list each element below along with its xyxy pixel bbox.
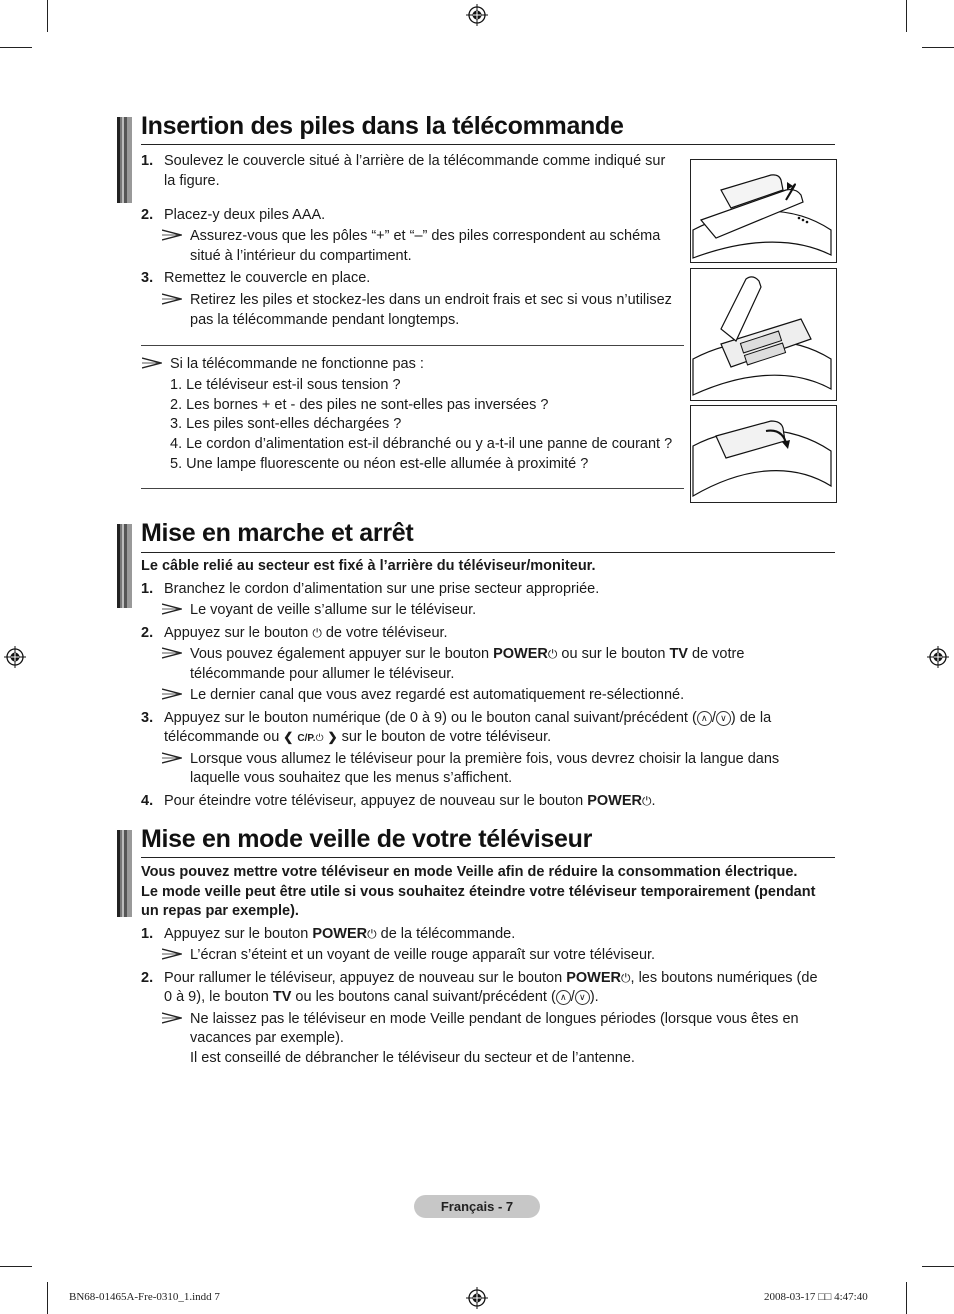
crop-mark [906, 0, 907, 32]
note-text-part: ou sur le bouton [561, 646, 666, 662]
trouble-item: 2. Les bornes + et - des piles ne sont-elles pas inversées ? [170, 397, 549, 413]
note-arrow-icon [162, 647, 182, 659]
note-arrow-icon [162, 688, 182, 700]
section-rule [141, 144, 835, 145]
step-text: Placez-y deux piles AAA. [164, 207, 326, 223]
channel-down-icon: ∨ [575, 990, 590, 1005]
power-icon: ⏻ [367, 927, 377, 941]
step-text-part: ) de la [730, 710, 772, 726]
step-text: Branchez le cordon d’alimentation sur une prise secteur appropriée. [164, 581, 600, 597]
note-text: Lorsque vous allumez le téléviseur pour la première fois, vous devrez choisir la langue dans [190, 751, 780, 767]
step-number: 1. [141, 153, 154, 169]
note-arrow-icon [162, 1012, 182, 1024]
section-intro: Le câble relié au secteur est fixé à l’arrière du téléviseur/moniteur. [141, 558, 596, 574]
step-text-part: 0 à 9), le bouton [164, 989, 269, 1005]
step-text [164, 791, 656, 811]
step-text-part: de la télécommande. [380, 926, 516, 942]
print-slug-file: BN68-01465A-Fre-0310_1.indd 7 [69, 1291, 220, 1303]
step-text-part: , les boutons numériques (de [630, 970, 818, 986]
crop-mark [922, 1266, 954, 1267]
trouble-item: 1. Le téléviseur est-il sous tension ? [170, 377, 401, 393]
print-slug-date: 2008-03-17 □□ 4:47:40 [764, 1291, 868, 1303]
step-number: 2. [141, 207, 154, 223]
registration-mark-icon [927, 646, 949, 668]
note-text: situé à l’intérieur du compartiment. [190, 248, 412, 264]
section-intro: Le mode veille peut être utile si vous souhaitez éteindre votre téléviseur temporairement (pendant [141, 884, 816, 900]
crop-mark [0, 47, 32, 48]
tv-label: TV [669, 646, 688, 662]
note-text: L’écran s’éteint et un voyant de veille rouge apparaît sur votre téléviseur. [190, 947, 656, 963]
step-text-part: Appuyez sur le bouton numérique (de 0 à 9) ou le bouton canal suivant/précédent ( [164, 710, 697, 726]
step-text-part: de votre téléviseur. [325, 625, 448, 641]
section-rule [141, 552, 835, 553]
note-text: Retirez les piles et stockez-les dans un endroit frais et sec si vous n’utilisez [190, 292, 672, 308]
note-arrow-icon [162, 229, 182, 241]
step-text-part: ou les boutons canal suivant/précédent ( [295, 989, 556, 1005]
step-text [164, 968, 818, 988]
step-text-part: ). [589, 989, 599, 1005]
crop-mark [906, 1282, 907, 1314]
step-text: Appuyez sur le bouton numérique (de 0 à 9) ou le bouton canal suivant/précédent ( ∧ / ∨ ) de la [164, 710, 772, 726]
step-text [164, 924, 515, 944]
crop-mark [47, 0, 48, 32]
registration-mark-icon [4, 646, 26, 668]
step-text-part: Pour éteindre votre téléviseur, appuyez de nouveau sur le bouton [164, 793, 584, 809]
step-number: 2. [141, 625, 154, 641]
crop-mark [922, 47, 954, 48]
step-text-part: Appuyez sur le bouton [164, 625, 309, 641]
step-number: 2. [141, 970, 154, 986]
step-text-part: télécommande ou [164, 729, 280, 745]
step-number: 4. [141, 793, 154, 809]
note-text: Le voyant de veille s’allume sur le téléviseur. [190, 602, 477, 618]
step-number: 1. [141, 926, 154, 942]
power-icon: ⏻ [641, 794, 652, 808]
figure-remote-close-cover [690, 405, 837, 503]
section-rule [141, 857, 835, 858]
power-icon: ⏻ [312, 626, 322, 640]
section-title-batteries: Insertion des piles dans la télécommande [141, 112, 624, 140]
cp-button-label: C/P. [297, 733, 316, 744]
note-text-part: Vous pouvez également appuyer sur le bouton [190, 646, 490, 662]
note-text: pas la télécommande pendant longtemps. [190, 312, 460, 328]
step-text [164, 727, 551, 749]
note-arrow-icon [142, 357, 162, 369]
section-bar [117, 830, 132, 917]
crop-mark [0, 1266, 32, 1267]
registration-mark-icon [466, 1287, 488, 1309]
channel-right-icon: ❯ [327, 730, 338, 744]
power-icon: ⏻ [621, 971, 631, 985]
section-intro: Vous pouvez mettre votre téléviseur en mode Veille afin de réduire la consommation électrique. [141, 864, 798, 880]
channel-left-icon: ❮ [283, 730, 294, 744]
section-bar [117, 524, 132, 608]
trouble-intro: Si la télécommande ne fonctionne pas : [170, 356, 424, 372]
note-box-rule [141, 345, 684, 346]
power-label: POWER [566, 970, 622, 986]
power-icon: ⏻ [547, 647, 558, 661]
section-title-power: Mise en marche et arrêt [141, 519, 414, 547]
step-text: Remettez le couvercle en place. [164, 270, 371, 286]
power-label: POWER [587, 793, 642, 809]
power-label: POWER [312, 926, 368, 942]
step-text-part: sur le bouton de votre téléviseur. [341, 729, 552, 745]
note-box-rule [141, 488, 684, 489]
note-text: télécommande pour allumer le téléviseur. [190, 666, 455, 682]
step-text-part: . [651, 793, 656, 809]
note-text: Ne laissez pas le téléviseur en mode Veille pendant de longues périodes (lorsque vous êtes en [190, 1011, 799, 1027]
trouble-item: 3. Les piles sont-elles déchargées ? [170, 416, 402, 432]
trouble-item: 5. Une lampe fluorescente ou néon est-elle allumée à proximité ? [170, 456, 589, 472]
channel-up-icon: ∧ [556, 990, 571, 1005]
figure-remote-open-cover [690, 159, 837, 263]
note-text: laquelle vous souhaitez que les menus s’affichent. [190, 770, 513, 786]
step-number: 1. [141, 581, 154, 597]
trouble-item: 4. Le cordon d’alimentation est-il débranché ou y a-t-il une panne de courant ? [170, 436, 673, 452]
note-text: vacances par exemple). [190, 1030, 344, 1046]
section-title-standby: Mise en mode veille de votre téléviseur [141, 825, 592, 853]
step-text [164, 623, 448, 643]
note-arrow-icon [162, 603, 182, 615]
section-intro: un repas par exemple). [141, 903, 299, 919]
step-number: 3. [141, 710, 154, 726]
step-number: 3. [141, 270, 154, 286]
note-arrow-icon [162, 948, 182, 960]
step-text: la figure. [164, 173, 220, 189]
step-text-part: Pour rallumer le téléviseur, appuyez de nouveau sur le bouton [164, 970, 563, 986]
page-number-badge: Français - 7 [414, 1195, 540, 1218]
note-arrow-icon [162, 293, 182, 305]
section-bar [117, 117, 132, 203]
note-text: Assurez-vous que les pôles “+” et “–” des piles correspondent au schéma [190, 228, 661, 244]
power-icon: ⏻ [315, 733, 324, 744]
registration-mark-icon [466, 4, 488, 26]
note-text-part: de votre [692, 646, 745, 662]
channel-down-icon: ∨ [716, 711, 731, 726]
note-text [190, 644, 744, 664]
tv-label: TV [272, 989, 292, 1005]
power-label: POWER [493, 646, 548, 662]
step-text: Soulevez le couvercle situé à l’arrière de la télécommande comme indiqué sur [164, 153, 666, 169]
step-text: 0 à 9), le bouton TV ou les boutons canal suivant/précédent ( ∧ / ∨ ). [164, 989, 599, 1005]
note-arrow-icon [162, 752, 182, 764]
channel-up-icon: ∧ [697, 711, 712, 726]
note-text: Il est conseillé de débrancher le téléviseur du secteur et de l’antenne. [190, 1050, 635, 1066]
figure-remote-insert-batteries [690, 268, 837, 401]
step-text-part: Appuyez sur le bouton [164, 926, 309, 942]
note-text: Le dernier canal que vous avez regardé est automatiquement re-sélectionné. [190, 687, 685, 703]
crop-mark [47, 1282, 48, 1314]
